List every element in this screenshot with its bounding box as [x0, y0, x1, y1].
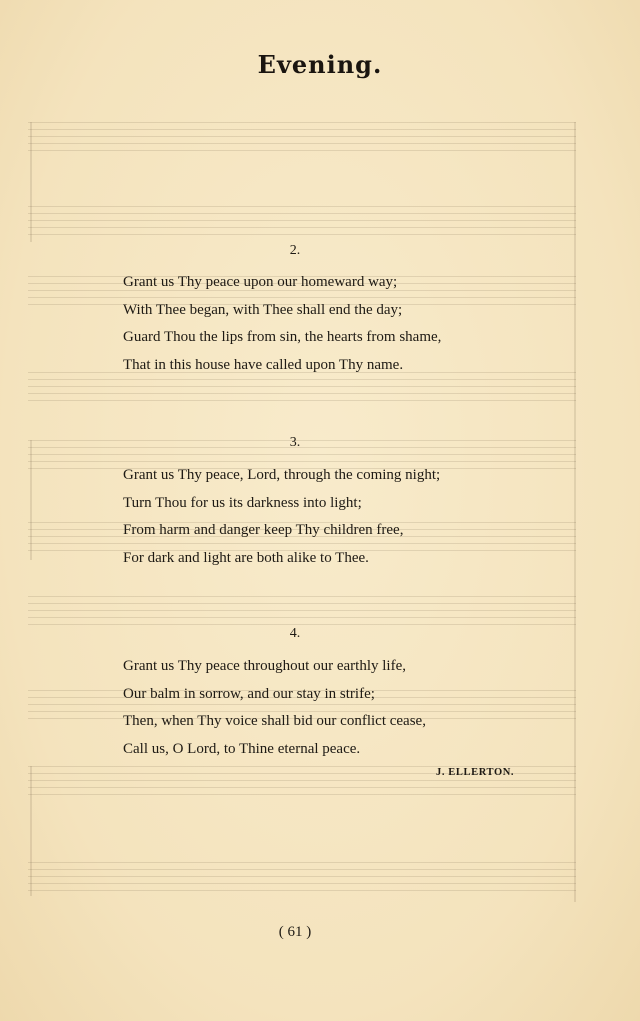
verse-line: With Thee began, with Thee shall end the day; [123, 301, 403, 318]
verse-line: For dark and light are both alike to Thee. [123, 549, 369, 566]
verse-line: From harm and danger keep Thy children free, [123, 522, 404, 538]
stanza [123, 462, 523, 572]
bleed-through-barline [30, 122, 32, 242]
stanza-number: 4. [289, 626, 301, 641]
stanza-number: 2. [289, 243, 301, 258]
verse-line: Guard Thou the lips from sin, the hearts from shame, [123, 329, 442, 345]
verse-line: Then, when Thy voice shall bid our conflict cease, [123, 713, 426, 729]
bleed-through-staff [28, 862, 576, 892]
author-attribution: J. ELLERTON. [436, 767, 515, 778]
stanza [123, 653, 523, 763]
bleed-through-barline [30, 766, 32, 896]
page-number: ( 61 ) [278, 924, 312, 940]
verse-line: Turn Thou for us its darkness into light; [123, 494, 362, 511]
bleed-through-staff [28, 122, 576, 152]
bleed-through-staff [28, 596, 576, 626]
bleed-through-barline [30, 440, 32, 560]
stanza [123, 269, 523, 379]
verse-line: That in this house have called upon Thy name. [123, 356, 404, 373]
verse-line: Grant us Thy peace upon our homeward way; [123, 274, 398, 290]
stanza-number: 3. [289, 435, 301, 450]
bleed-through-staff [28, 206, 576, 236]
verse-line: Our balm in sorrow, and our stay in strife; [123, 685, 375, 702]
bleed-through-barline [574, 122, 576, 902]
verse-line: Call us, O Lord, to Thine eternal peace. [123, 740, 361, 757]
verse-line: Grant us Thy peace, Lord, through the coming night; [123, 467, 441, 483]
verse-line: Grant us Thy peace throughout our earthly life, [123, 658, 406, 674]
page-title: Evening. [257, 50, 383, 79]
